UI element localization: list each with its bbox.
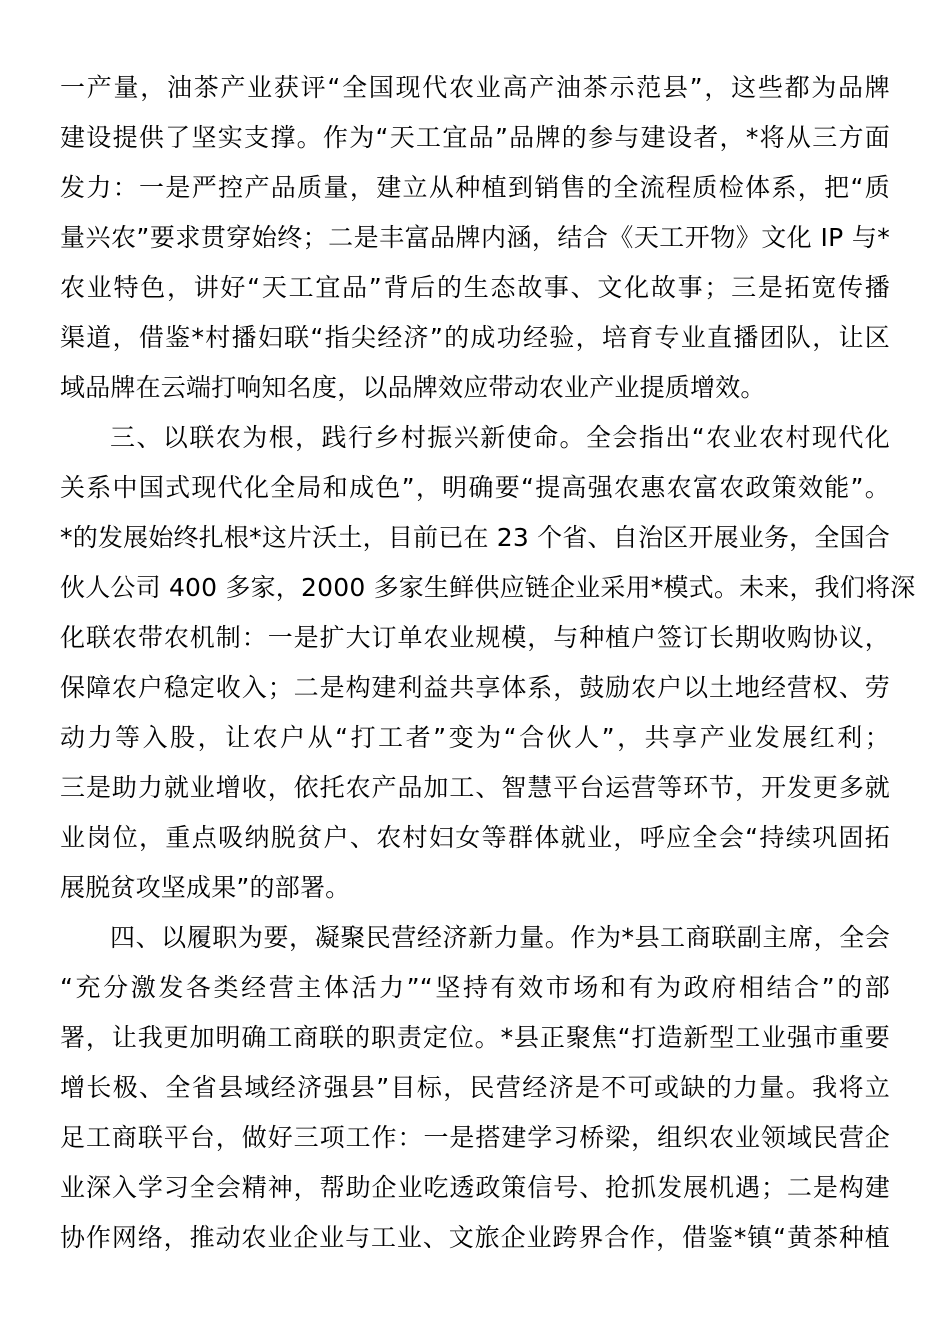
text-line: 动力等入股，让农户从“打工者”变为“合伙人”，共享产业发展红利；	[60, 723, 890, 752]
text-line: *的发展始终扎根*这片沃土，目前已在 23 个省、自治区开展业务，全国合	[60, 523, 890, 552]
text-line: 化联农带农机制：一是扩大订单农业规模，与种植户签订长期收购协议，	[60, 623, 890, 652]
text-line: 发力：一是严控产品质量，建立从种植到销售的全流程质检体系，把“质	[60, 173, 890, 202]
text-line: 四、以履职为要，凝聚民营经济新力量。作为*县工商联副主席，全会	[110, 923, 890, 952]
text-line: 域品牌在云端打响知名度，以品牌效应带动农业产业提质增效。	[60, 373, 766, 402]
text-line: 关系中国式现代化全局和成色”，明确要“提高强农惠农富农政策效能”。	[60, 473, 890, 502]
text-line: 业深入学习全会精神，帮助企业吃透政策信号、抢抓发展机遇；二是构建	[60, 1173, 890, 1202]
text-line: 农业特色，讲好“天工宜品”背后的生态故事、文化故事；三是拓宽传播	[60, 273, 890, 302]
text-line: 保障农户稳定收入；二是构建利益共享体系，鼓励农户以土地经营权、劳	[60, 673, 890, 702]
text-line: 署，让我更加明确工商联的职责定位。*县正聚焦“打造新型工业强市重要	[60, 1023, 890, 1052]
text-line: 足工商联平台，做好三项工作：一是搭建学习桥梁，组织农业领域民营企	[60, 1123, 890, 1152]
text-line: 一产量，油茶产业获评“全国现代农业高产油茶示范县”，这些都为品牌	[60, 73, 890, 102]
text-line: 建设提供了坚实支撑。作为“天工宜品”品牌的参与建设者，*将从三方面	[60, 123, 890, 152]
text-line: 伙人公司 400 多家，2000 多家生鲜供应链企业采用*模式。未来，我们将深	[60, 573, 916, 602]
text-line: 展脱贫攻坚成果”的部署。	[60, 873, 351, 902]
paragraph	[60, 63, 890, 413]
text-line: “充分激发各类经营主体活力”“坚持有效市场和有为政府相结合”的部	[60, 973, 890, 1002]
text-line: 协作网络，推动农业企业与工业、文旅企业跨界合作，借鉴*镇“黄茶种植	[60, 1223, 890, 1252]
text-line: 增长极、全省县域经济强县”目标，民营经济是不可或缺的力量。我将立	[60, 1073, 890, 1102]
text-line: 渠道，借鉴*村播妇联“指尖经济”的成功经验，培育专业直播团队，让区	[60, 323, 890, 352]
paragraph	[60, 913, 890, 1263]
paragraph	[60, 413, 916, 913]
text-line: 量兴农”要求贯穿始终；二是丰富品牌内涵，结合《天工开物》文化 IP 与*	[60, 223, 890, 252]
text-line: 三、以联农为根，践行乡村振兴新使命。全会指出“农业农村现代化	[110, 423, 890, 452]
document-body	[60, 63, 916, 1263]
text-line: 三是助力就业增收，依托农产品加工、智慧平台运营等环节，开发更多就	[60, 773, 890, 802]
text-line: 业岗位，重点吸纳脱贫户、农村妇女等群体就业，呼应全会“持续巩固拓	[60, 823, 890, 852]
